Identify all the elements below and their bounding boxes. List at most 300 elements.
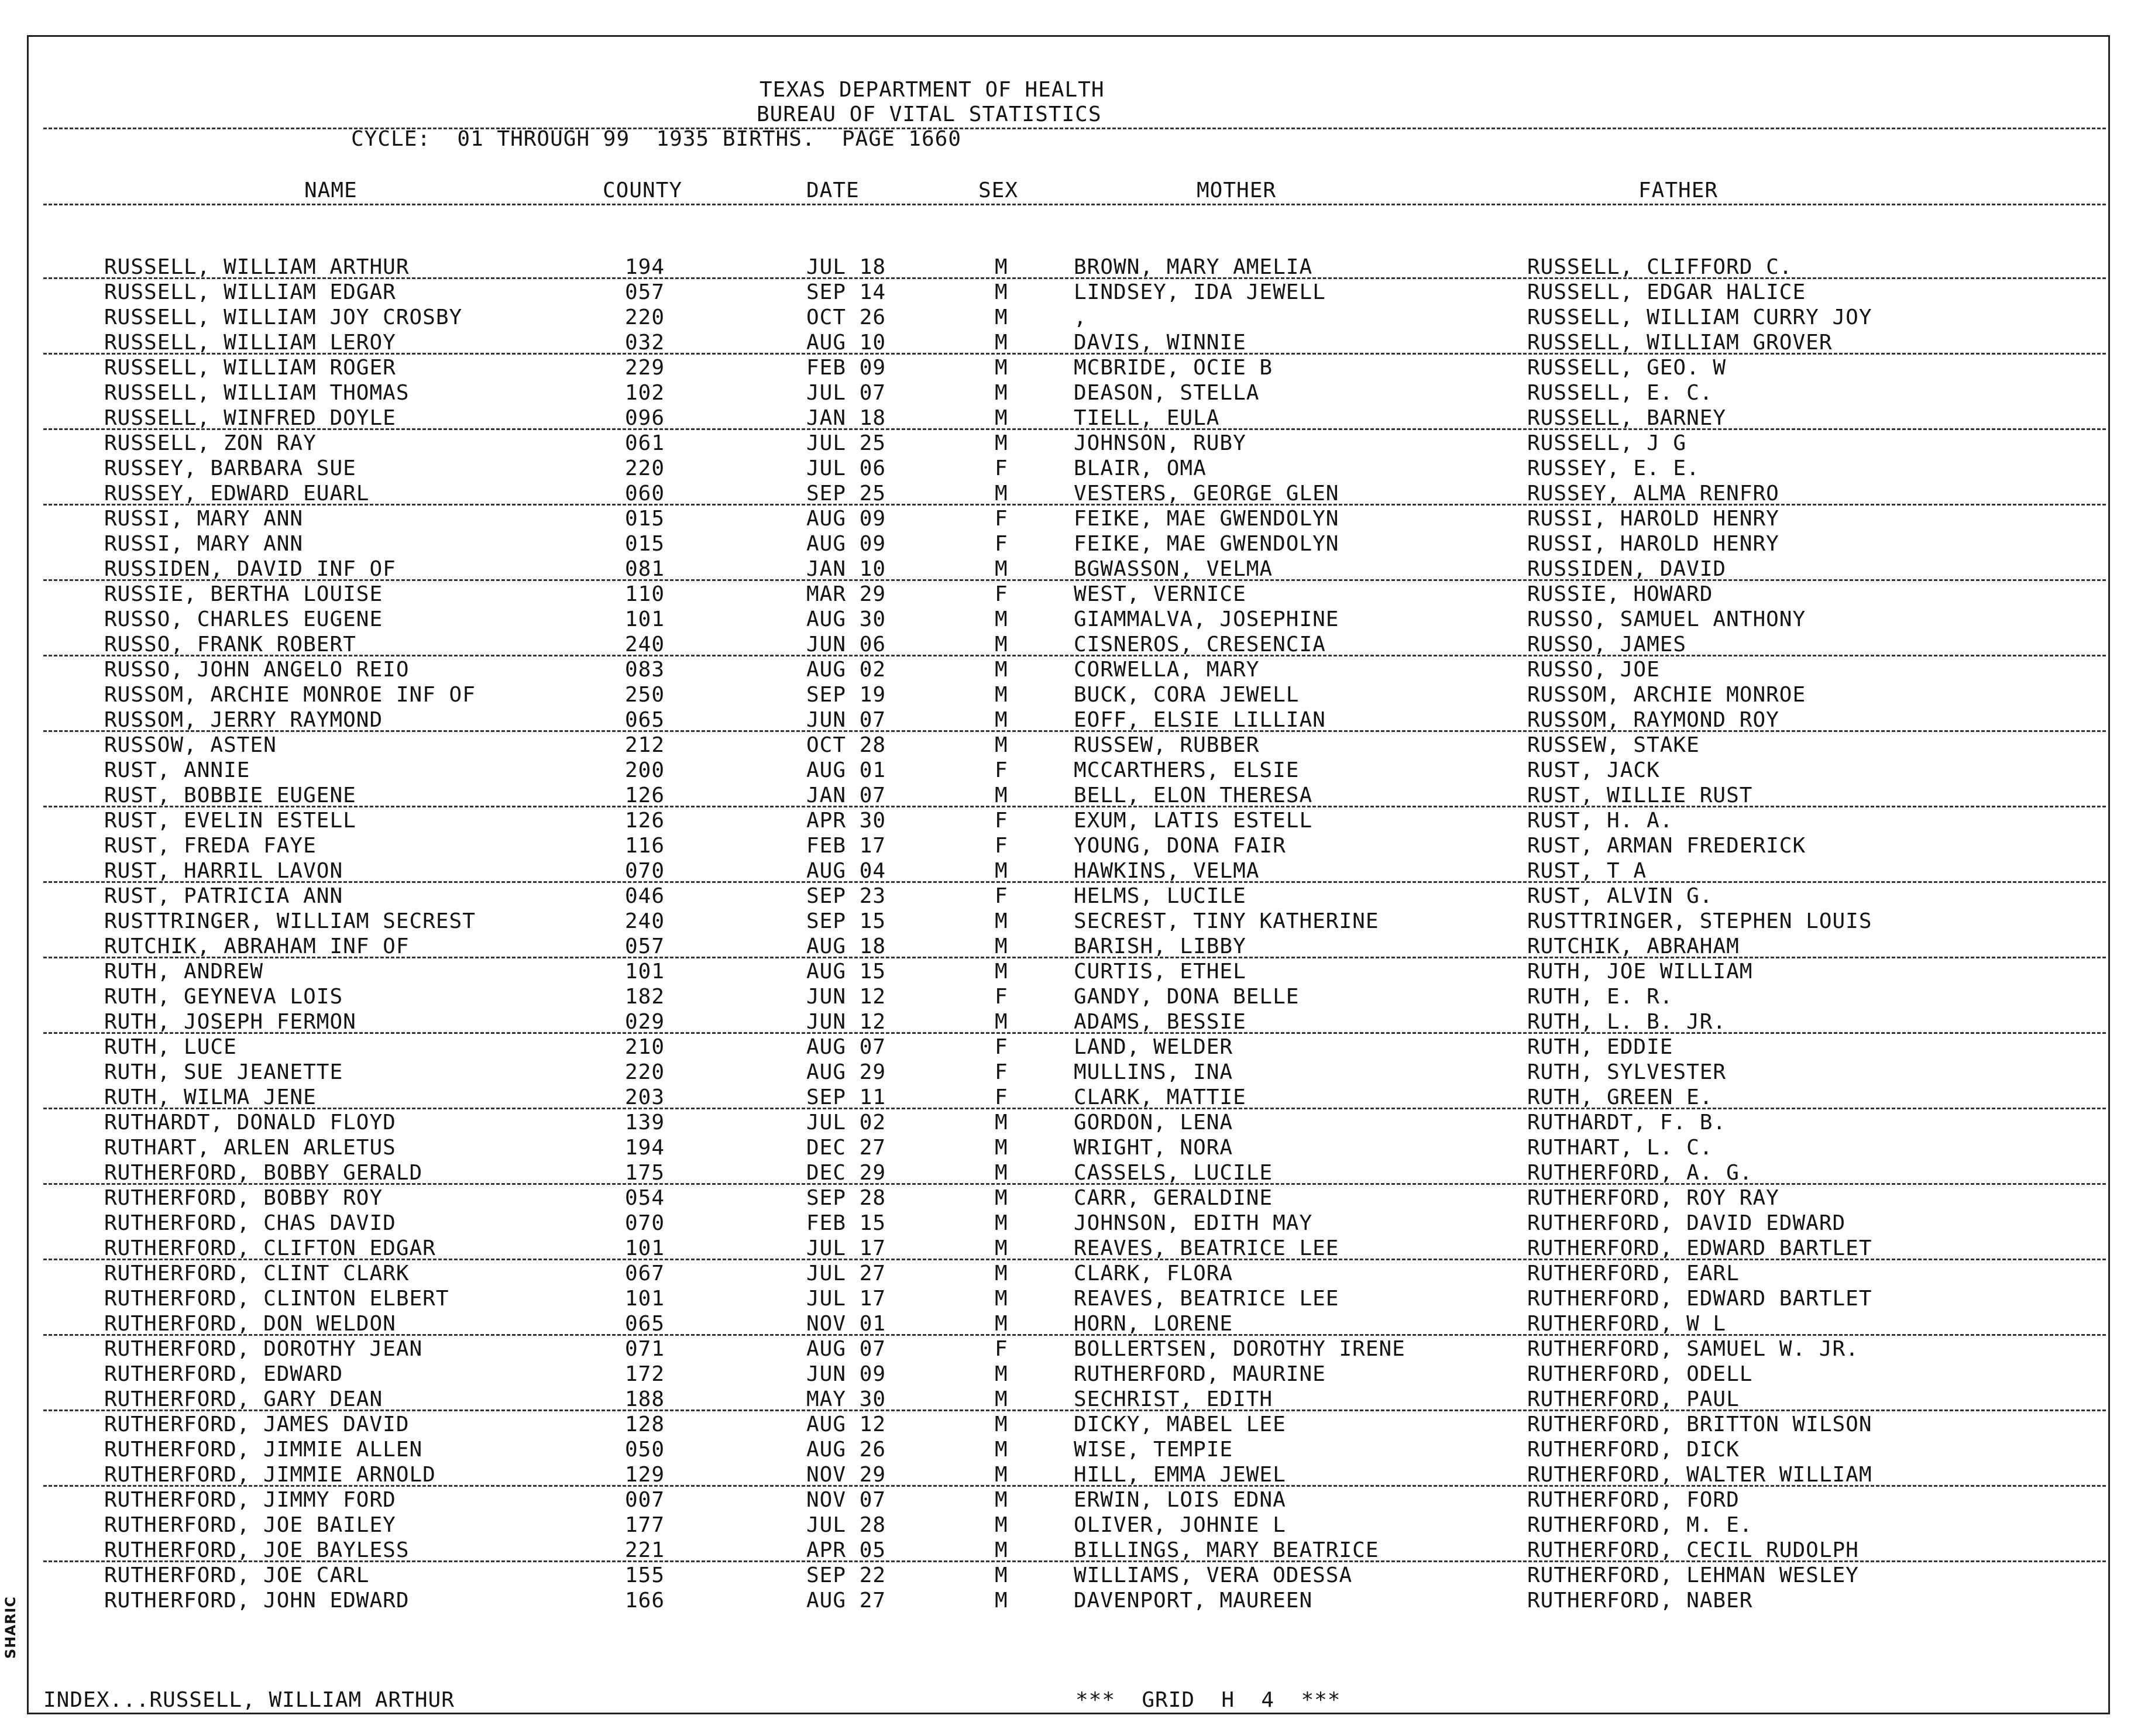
cell-sex: F (995, 809, 1008, 833)
column-header-name: NAME (304, 178, 358, 202)
cell-county: 182 (625, 985, 665, 1009)
cell-date: SEP 28 (806, 1186, 886, 1210)
cell-sex: M (995, 305, 1008, 329)
cell-mother: GANDY, DONA BELLE (1074, 985, 1300, 1009)
table-row (0, 708, 2141, 733)
cell-father: RUTHERFORD, WALTER WILLIAM (1527, 1463, 1872, 1487)
cell-mother: BARISH, LIBBY (1074, 934, 1246, 958)
table-row (0, 607, 2141, 632)
cell-date: NOV 01 (806, 1312, 886, 1336)
cell-date: JUL 07 (806, 381, 886, 405)
cell-father: RUSSELL, GEO. W (1527, 356, 1727, 380)
cell-name: RUSSELL, ZON RAY (104, 431, 317, 455)
cell-name: RUTHERFORD, JOE BAILEY (104, 1513, 396, 1537)
cell-name: RUSSO, CHARLES EUGENE (104, 607, 383, 631)
table-row (0, 482, 2141, 506)
cell-sex: M (995, 1488, 1008, 1512)
cell-father: RUTHERFORD, ODELL (1527, 1362, 1753, 1386)
cell-sex: M (995, 1261, 1008, 1285)
row-rule (43, 1108, 2106, 1109)
cell-date: JAN 07 (806, 783, 886, 807)
cell-county: 110 (625, 582, 665, 606)
cell-name: RUSSO, FRANK ROBERT (104, 632, 356, 656)
table-row (0, 381, 2141, 405)
table-row (0, 1211, 2141, 1236)
cell-county: 175 (625, 1161, 665, 1185)
cell-father: RUTHERFORD, FORD (1527, 1488, 1740, 1512)
cell-mother: HELMS, LUCILE (1074, 884, 1246, 908)
cell-name: RUSSELL, WILLIAM JOY CROSBY (104, 305, 463, 329)
cell-county: 046 (625, 884, 665, 908)
cell-name: RUTHERFORD, JOE BAYLESS (104, 1538, 410, 1562)
cell-date: JUL 28 (806, 1513, 886, 1537)
cell-county: 212 (625, 733, 665, 757)
cell-mother: CLARK, FLORA (1074, 1261, 1233, 1285)
cell-father: RUTH, JOE WILLIAM (1527, 960, 1753, 984)
row-rule (43, 1032, 2106, 1034)
cell-father: RUSSELL, WILLIAM GROVER (1527, 331, 1833, 355)
cell-father: RUSSELL, EDGAR HALICE (1527, 280, 1806, 304)
cell-mother: CLARK, MATTIE (1074, 1085, 1246, 1109)
cell-sex: M (995, 1010, 1008, 1034)
cell-mother: BUCK, CORA JEWELL (1074, 683, 1300, 707)
cell-county: 200 (625, 758, 665, 782)
cell-name: RUTCHIK, ABRAHAM INF OF (104, 934, 410, 958)
cell-father: RUSSOM, ARCHIE MONROE (1527, 683, 1806, 707)
cell-father: RUTHARDT, F. B. (1527, 1111, 1727, 1135)
cell-county: 070 (625, 1211, 665, 1235)
cell-mother: LINDSEY, IDA JEWELL (1074, 280, 1326, 304)
cell-father: RUSSELL, BARNEY (1527, 406, 1727, 430)
cell-date: AUG 12 (806, 1412, 886, 1436)
row-rule (43, 655, 2106, 656)
cell-sex: F (995, 884, 1008, 908)
table-row (0, 1538, 2141, 1563)
row-rule (43, 1410, 2106, 1411)
cell-father: RUSSOM, RAYMOND ROY (1527, 708, 1779, 732)
table-row (0, 532, 2141, 556)
cell-county: 155 (625, 1563, 665, 1587)
row-rule (43, 1560, 2106, 1562)
cell-mother: , (1074, 305, 1087, 329)
table-row (0, 683, 2141, 707)
cycle-line: CYCLE: 01 THROUGH 99 1935 BIRTHS. PAGE 1660 (351, 127, 961, 151)
row-rule (43, 579, 2106, 581)
cell-mother: CARR, GERALDINE (1074, 1186, 1273, 1210)
cell-name: RUSSELL, WILLIAM ARTHUR (104, 255, 410, 279)
cell-date: OCT 26 (806, 305, 886, 329)
cell-date: JUL 27 (806, 1261, 886, 1285)
table-row (0, 1236, 2141, 1261)
cell-sex: M (995, 331, 1008, 355)
cell-sex: M (995, 683, 1008, 707)
cell-sex: M (995, 356, 1008, 380)
cell-date: AUG 02 (806, 658, 886, 682)
table-row (0, 1438, 2141, 1462)
side-label: SHARIC (2, 1596, 19, 1659)
table-row (0, 1287, 2141, 1311)
cell-father: RUSSELL, E. C. (1527, 381, 1713, 405)
cell-sex: M (995, 1589, 1008, 1613)
row-rule (43, 277, 2106, 279)
cell-mother: EXUM, LATIS ESTELL (1074, 809, 1313, 833)
cell-sex: M (995, 658, 1008, 682)
table-row (0, 1312, 2141, 1336)
cell-date: AUG 29 (806, 1060, 886, 1084)
cell-father: RUST, H. A. (1527, 809, 1673, 833)
cell-date: NOV 29 (806, 1463, 886, 1487)
cell-county: 240 (625, 909, 665, 933)
cell-sex: F (995, 1035, 1008, 1059)
cell-father: RUTH, E. R. (1527, 985, 1673, 1009)
cell-father: RUTHERFORD, A. G. (1527, 1161, 1753, 1185)
cell-date: AUG 10 (806, 331, 886, 355)
cell-sex: F (995, 834, 1008, 858)
cell-name: RUTHERFORD, JIMMY FORD (104, 1488, 396, 1512)
cell-date: AUG 15 (806, 960, 886, 984)
cell-name: RUTH, SUE JEANETTE (104, 1060, 343, 1084)
cell-county: 188 (625, 1387, 665, 1411)
cell-mother: DICKY, MABEL LEE (1074, 1412, 1286, 1436)
cell-date: DEC 27 (806, 1136, 886, 1160)
cell-mother: DEASON, STELLA (1074, 381, 1260, 405)
cell-name: RUSSELL, WILLIAM ROGER (104, 356, 396, 380)
cell-father: RUSSELL, WILLIAM CURRY JOY (1527, 305, 1872, 329)
cell-sex: M (995, 1236, 1008, 1260)
cell-mother: WISE, TEMPIE (1074, 1438, 1233, 1462)
cell-date: JUL 02 (806, 1111, 886, 1135)
cell-county: 050 (625, 1438, 665, 1462)
cell-sex: F (995, 985, 1008, 1009)
cell-name: RUTH, LUCE (104, 1035, 237, 1059)
cell-county: 007 (625, 1488, 665, 1512)
table-row (0, 582, 2141, 607)
row-rule (43, 881, 2106, 883)
cell-county: 060 (625, 482, 665, 506)
cell-name: RUSSO, JOHN ANGELO REIO (104, 658, 410, 682)
cell-father: RUTHERFORD, BRITTON WILSON (1527, 1412, 1872, 1436)
cell-sex: F (995, 582, 1008, 606)
table-row (0, 406, 2141, 431)
cell-date: SEP 15 (806, 909, 886, 933)
cell-sex: M (995, 280, 1008, 304)
cell-father: RUTHERFORD, CECIL RUDOLPH (1527, 1538, 1859, 1562)
cell-date: AUG 07 (806, 1337, 886, 1361)
cell-father: RUTH, L. B. JR. (1527, 1010, 1727, 1034)
cell-name: RUTHERFORD, GARY DEAN (104, 1387, 383, 1411)
cell-mother: CURTIS, ETHEL (1074, 960, 1246, 984)
cell-county: 229 (625, 356, 665, 380)
cell-county: 101 (625, 607, 665, 631)
table-row (0, 658, 2141, 682)
table-row (0, 1463, 2141, 1487)
cell-name: RUTHERFORD, JOE CARL (104, 1563, 370, 1587)
cell-date: AUG 30 (806, 607, 886, 631)
cell-mother: YOUNG, DONA FAIR (1074, 834, 1286, 858)
index-label: INDEX...RUSSELL, WILLIAM ARTHUR (43, 1688, 455, 1712)
table-row (0, 859, 2141, 884)
cell-name: RUTHERFORD, JIMMIE ARNOLD (104, 1463, 436, 1487)
column-header-father: FATHER (1638, 178, 1719, 202)
cell-mother: EOFF, ELSIE LILLIAN (1074, 708, 1326, 732)
cell-mother: MULLINS, INA (1074, 1060, 1233, 1084)
cell-father: RUTH, SYLVESTER (1527, 1060, 1727, 1084)
table-row (0, 1136, 2141, 1160)
cell-county: 139 (625, 1111, 665, 1135)
agency-title: TEXAS DEPARTMENT OF HEALTH (760, 78, 1105, 102)
cell-mother: GORDON, LENA (1074, 1111, 1233, 1135)
cell-county: 221 (625, 1538, 665, 1562)
cell-mother: DAVENPORT, MAUREEN (1074, 1589, 1313, 1613)
table-row (0, 356, 2141, 380)
table-row (0, 783, 2141, 808)
table-row (0, 1513, 2141, 1538)
table-row (0, 1186, 2141, 1211)
cell-sex: M (995, 1211, 1008, 1235)
cell-father: RUTHERFORD, M. E. (1527, 1513, 1753, 1537)
cell-father: RUTHERFORD, DAVID EDWARD (1527, 1211, 1846, 1235)
row-rule (43, 428, 2106, 430)
cell-mother: OLIVER, JOHNIE L (1074, 1513, 1286, 1537)
row-rule (43, 957, 2106, 958)
cell-mother: TIELL, EULA (1074, 406, 1220, 430)
cell-county: 177 (625, 1513, 665, 1537)
cell-mother: SECREST, TINY KATHERINE (1074, 909, 1379, 933)
cell-sex: M (995, 431, 1008, 455)
cell-name: RUSSEY, BARBARA SUE (104, 456, 356, 480)
cell-county: 061 (625, 431, 665, 455)
cell-county: 220 (625, 1060, 665, 1084)
cell-county: 096 (625, 406, 665, 430)
cell-county: 029 (625, 1010, 665, 1034)
cell-sex: F (995, 1085, 1008, 1109)
cell-name: RUTHERFORD, BOBBY ROY (104, 1186, 383, 1210)
cell-mother: ERWIN, LOIS EDNA (1074, 1488, 1286, 1512)
cell-name: RUSSIE, BERTHA LOUISE (104, 582, 383, 606)
cell-father: RUTHERFORD, PAUL (1527, 1387, 1740, 1411)
cell-mother: SECHRIST, EDITH (1074, 1387, 1273, 1411)
cell-date: AUG 07 (806, 1035, 886, 1059)
cell-father: RUSSO, JOE (1527, 658, 1660, 682)
column-header-date: DATE (806, 178, 860, 202)
cell-sex: M (995, 1563, 1008, 1587)
cell-date: JUN 06 (806, 632, 886, 656)
cell-mother: WILLIAMS, VERA ODESSA (1074, 1563, 1353, 1587)
cell-county: 101 (625, 1287, 665, 1311)
cell-father: RUSSO, JAMES (1527, 632, 1687, 656)
cell-name: RUST, BOBBIE EUGENE (104, 783, 356, 807)
cell-mother: CASSELS, LUCILE (1074, 1161, 1273, 1185)
cell-mother: BROWN, MARY AMELIA (1074, 255, 1313, 279)
cell-mother: CORWELLA, MARY (1074, 658, 1260, 682)
cell-mother: BELL, ELON THERESA (1074, 783, 1313, 807)
cell-date: SEP 11 (806, 1085, 886, 1109)
table-row (0, 909, 2141, 934)
row-rule (43, 353, 2106, 355)
cell-father: RUST, ARMAN FREDERICK (1527, 834, 1806, 858)
cell-name: RUTHERFORD, JIMMIE ALLEN (104, 1438, 423, 1462)
table-row (0, 985, 2141, 1009)
cell-date: JUL 18 (806, 255, 886, 279)
row-rule (43, 504, 2106, 506)
cell-mother: FEIKE, MAE GWENDOLYN (1074, 532, 1339, 556)
cell-county: 054 (625, 1186, 665, 1210)
cell-date: AUG 09 (806, 532, 886, 556)
cell-father: RUSTTRINGER, STEPHEN LOUIS (1527, 909, 1872, 933)
cell-county: 057 (625, 280, 665, 304)
cell-name: RUTH, JOSEPH FERMON (104, 1010, 356, 1034)
cell-county: 065 (625, 708, 665, 732)
table-row (0, 1111, 2141, 1135)
cell-mother: HORN, LORENE (1074, 1312, 1233, 1336)
cell-county: 057 (625, 934, 665, 958)
cell-mother: HAWKINS, VELMA (1074, 859, 1260, 883)
column-header-mother: MOTHER (1197, 178, 1277, 202)
table-row (0, 809, 2141, 833)
cell-date: JUL 06 (806, 456, 886, 480)
cell-date: NOV 07 (806, 1488, 886, 1512)
cell-father: RUSSI, HAROLD HENRY (1527, 507, 1779, 531)
cell-county: 065 (625, 1312, 665, 1336)
cell-county: 101 (625, 960, 665, 984)
table-row (0, 1589, 2141, 1613)
cell-mother: FEIKE, MAE GWENDOLYN (1074, 507, 1339, 531)
cell-name: RUTHERFORD, CHAS DAVID (104, 1211, 396, 1235)
cell-name: RUTH, GEYNEVA LOIS (104, 985, 343, 1009)
cell-sex: M (995, 1538, 1008, 1562)
cell-father: RUTHERFORD, SAMUEL W. JR. (1527, 1337, 1859, 1361)
cell-name: RUST, FREDA FAYE (104, 834, 317, 858)
cell-sex: M (995, 1186, 1008, 1210)
cell-father: RUTHERFORD, W L (1527, 1312, 1727, 1336)
cell-name: RUSSI, MARY ANN (104, 507, 304, 531)
cell-sex: M (995, 934, 1008, 958)
cell-sex: M (995, 1362, 1008, 1386)
table-row (0, 1362, 2141, 1387)
cell-name: RUTHERFORD, CLIFTON EDGAR (104, 1236, 436, 1260)
cell-mother: VESTERS, GEORGE GLEN (1074, 482, 1339, 506)
cell-mother: JOHNSON, RUBY (1074, 431, 1246, 455)
table-row (0, 884, 2141, 909)
cell-father: RUSSIE, HOWARD (1527, 582, 1713, 606)
grid-label: *** GRID H 4 *** (1075, 1688, 1341, 1712)
row-rule (43, 730, 2106, 732)
cell-date: JUL 17 (806, 1287, 886, 1311)
cell-mother: BILLINGS, MARY BEATRICE (1074, 1538, 1379, 1562)
cell-name: RUSSOW, ASTEN (104, 733, 277, 757)
cell-name: RUTHERFORD, EDWARD (104, 1362, 343, 1386)
table-row (0, 1387, 2141, 1412)
table-row (0, 758, 2141, 783)
table-row (0, 733, 2141, 758)
cell-name: RUSSELL, WILLIAM LEROY (104, 331, 396, 355)
table-row (0, 1261, 2141, 1286)
cell-county: 194 (625, 1136, 665, 1160)
cell-name: RUTHERFORD, JAMES DAVID (104, 1412, 410, 1436)
cell-date: MAY 30 (806, 1387, 886, 1411)
cell-county: 067 (625, 1261, 665, 1285)
cell-date: JUN 09 (806, 1362, 886, 1386)
cell-father: RUTHERFORD, EARL (1527, 1261, 1740, 1285)
cell-name: RUTHERFORD, DOROTHY JEAN (104, 1337, 423, 1361)
cell-county: 032 (625, 331, 665, 355)
cell-mother: WRIGHT, NORA (1074, 1136, 1233, 1160)
bureau-title: BUREAU OF VITAL STATISTICS (757, 102, 1102, 126)
table-row (0, 632, 2141, 657)
cell-date: AUG 26 (806, 1438, 886, 1462)
cell-father: RUSSIDEN, DAVID (1527, 557, 1727, 581)
cell-mother: RUTHERFORD, MAURINE (1074, 1362, 1326, 1386)
cell-county: 166 (625, 1589, 665, 1613)
cell-sex: M (995, 1287, 1008, 1311)
cell-father: RUSSEW, STAKE (1527, 733, 1700, 757)
cell-mother: BLAIR, OMA (1074, 456, 1207, 480)
cell-date: DEC 29 (806, 1161, 886, 1185)
cell-date: APR 05 (806, 1538, 886, 1562)
cell-sex: M (995, 1463, 1008, 1487)
cell-date: SEP 14 (806, 280, 886, 304)
header-rule-bottom (43, 204, 2106, 205)
table-row (0, 331, 2141, 355)
cell-sex: M (995, 482, 1008, 506)
cell-mother: REAVES, BEATRICE LEE (1074, 1236, 1339, 1260)
cell-mother: REAVES, BEATRICE LEE (1074, 1287, 1339, 1311)
cell-county: 220 (625, 305, 665, 329)
cell-mother: ADAMS, BESSIE (1074, 1010, 1246, 1034)
cell-name: RUTHART, ARLEN ARLETUS (104, 1136, 396, 1160)
cell-sex: M (995, 708, 1008, 732)
cell-name: RUSSI, MARY ANN (104, 532, 304, 556)
cell-sex: M (995, 1161, 1008, 1185)
table-row (0, 305, 2141, 330)
cell-county: 126 (625, 809, 665, 833)
cell-county: 210 (625, 1035, 665, 1059)
cell-date: SEP 22 (806, 1563, 886, 1587)
cell-date: APR 30 (806, 809, 886, 833)
cell-date: SEP 25 (806, 482, 886, 506)
cell-sex: F (995, 1060, 1008, 1084)
cell-father: RUTH, EDDIE (1527, 1035, 1673, 1059)
cell-name: RUTH, WILMA JENE (104, 1085, 317, 1109)
cell-mother: WEST, VERNICE (1074, 582, 1246, 606)
cell-date: JUN 07 (806, 708, 886, 732)
cell-sex: M (995, 557, 1008, 581)
cell-mother: MCCARTHERS, ELSIE (1074, 758, 1300, 782)
cell-sex: M (995, 960, 1008, 984)
cell-father: RUSSI, HAROLD HENRY (1527, 532, 1779, 556)
cell-mother: HILL, EMMA JEWEL (1074, 1463, 1286, 1487)
cell-sex: M (995, 255, 1008, 279)
cell-sex: M (995, 1136, 1008, 1160)
cell-sex: M (995, 909, 1008, 933)
cell-father: RUTHART, L. C. (1527, 1136, 1713, 1160)
cell-name: RUST, PATRICIA ANN (104, 884, 343, 908)
cell-sex: M (995, 783, 1008, 807)
cell-mother: RUSSEW, RUBBER (1074, 733, 1260, 757)
cell-mother: BOLLERTSEN, DOROTHY IRENE (1074, 1337, 1405, 1361)
cell-county: 126 (625, 783, 665, 807)
cell-sex: M (995, 1438, 1008, 1462)
cell-father: RUST, T A (1527, 859, 1647, 883)
cell-date: FEB 15 (806, 1211, 886, 1235)
cell-name: RUST, ANNIE (104, 758, 250, 782)
cell-mother: MCBRIDE, OCIE B (1074, 356, 1273, 380)
cell-county: 240 (625, 632, 665, 656)
cell-county: 128 (625, 1412, 665, 1436)
table-row (0, 507, 2141, 531)
table-row (0, 960, 2141, 984)
table-row (0, 456, 2141, 481)
